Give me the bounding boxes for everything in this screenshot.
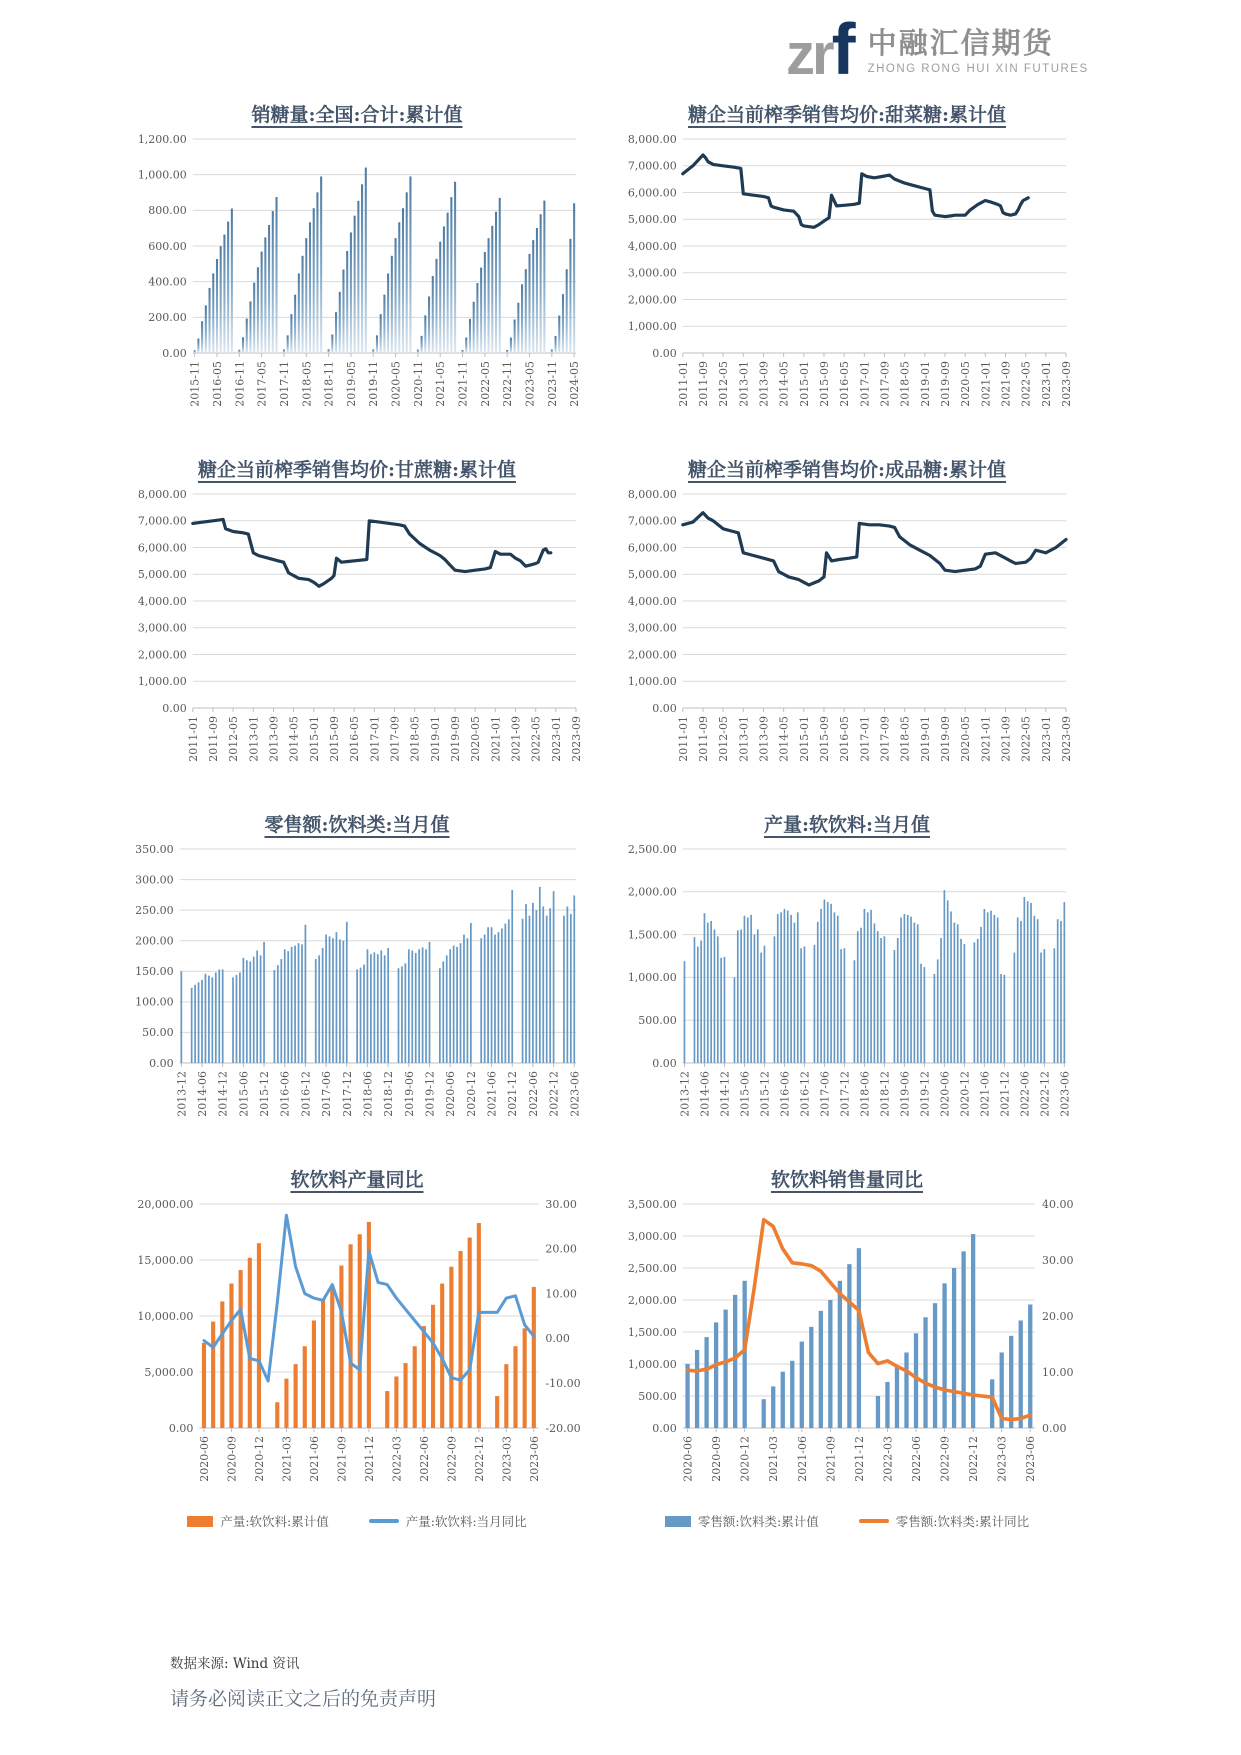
legend-bar-swatch (187, 1516, 213, 1527)
svg-text:2017-01: 2017-01 (858, 361, 872, 407)
svg-text:300.00: 300.00 (135, 873, 174, 887)
svg-text:2023-01: 2023-01 (1039, 716, 1053, 762)
svg-text:2013-01: 2013-01 (737, 716, 751, 762)
svg-text:2016-05: 2016-05 (348, 716, 362, 762)
svg-text:2,000.00: 2,000.00 (137, 648, 187, 662)
svg-text:2022-12: 2022-12 (1038, 1071, 1052, 1117)
legend-item (187, 1512, 328, 1530)
svg-text:800.00: 800.00 (148, 204, 187, 218)
chart-title: 软饮料销售量同比 (770, 1169, 923, 1191)
chart-title: 零售额:饮料类:当月值 (264, 814, 450, 836)
chart-title: 糖企当前榨季销售均价:成品糖:累计值 (687, 459, 1007, 481)
svg-text:2019-01: 2019-01 (918, 716, 932, 762)
svg-text:2021-06: 2021-06 (485, 1071, 499, 1117)
svg-text:5,000.00: 5,000.00 (627, 568, 677, 582)
svg-text:7,000.00: 7,000.00 (627, 159, 677, 173)
svg-text:2018-12: 2018-12 (382, 1071, 396, 1117)
svg-text:2019-09: 2019-09 (938, 716, 952, 762)
svg-text:2022-11: 2022-11 (501, 361, 515, 407)
svg-text:-20.00: -20.00 (545, 1421, 581, 1435)
svg-text:2022-05: 2022-05 (478, 361, 492, 407)
svg-text:2017-06: 2017-06 (320, 1071, 334, 1117)
svg-text:6,000.00: 6,000.00 (627, 186, 677, 200)
chart-refined-sugar-price (616, 455, 1078, 788)
svg-text:4,000.00: 4,000.00 (137, 594, 187, 608)
svg-text:2022-03: 2022-03 (390, 1436, 404, 1482)
svg-text:2019-09: 2019-09 (938, 361, 952, 407)
chart-legend (616, 1512, 1078, 1530)
svg-text:2020-06: 2020-06 (938, 1071, 952, 1117)
svg-text:3,000.00: 3,000.00 (627, 1229, 677, 1243)
svg-text:2020-12: 2020-12 (738, 1436, 752, 1482)
legend-label: 产量:软饮料:累计值 (220, 1514, 329, 1529)
svg-text:2021-12: 2021-12 (362, 1436, 376, 1482)
svg-text:2016-05: 2016-05 (838, 361, 852, 407)
svg-text:3,000.00: 3,000.00 (627, 621, 677, 635)
svg-text:2012-05: 2012-05 (227, 716, 241, 762)
svg-text:0.00: 0.00 (1042, 1421, 1067, 1435)
svg-text:0.00: 0.00 (652, 346, 677, 360)
svg-text:2023-11: 2023-11 (545, 361, 559, 407)
svg-text:2020-05: 2020-05 (469, 716, 483, 762)
svg-text:2022-09: 2022-09 (445, 1436, 459, 1482)
svg-text:2018-06: 2018-06 (361, 1071, 375, 1117)
svg-text:2020-05: 2020-05 (959, 716, 973, 762)
svg-text:2,000.00: 2,000.00 (627, 1293, 677, 1307)
svg-text:2018-06: 2018-06 (858, 1071, 872, 1117)
svg-text:7,000.00: 7,000.00 (137, 514, 187, 528)
svg-text:2020-12: 2020-12 (958, 1071, 972, 1117)
svg-text:2013-01: 2013-01 (247, 716, 261, 762)
svg-text:2020-05: 2020-05 (959, 361, 973, 407)
legend-label: 零售额:饮料类:累计同比 (895, 1514, 1030, 1529)
softdrink-sales-yoy-chart-canvas (616, 1194, 1078, 1504)
chart-softdrink-sales-yoy (616, 1165, 1078, 1530)
company-logo (786, 10, 1089, 90)
svg-text:2017-09: 2017-09 (878, 361, 892, 407)
svg-text:2017-12: 2017-12 (838, 1071, 852, 1117)
svg-text:2016-11: 2016-11 (233, 361, 247, 407)
svg-text:2020-12: 2020-12 (464, 1071, 478, 1117)
chart-beverage-retail-monthly (126, 810, 588, 1143)
svg-text:1,000.00: 1,000.00 (627, 971, 677, 985)
svg-text:2014-05: 2014-05 (777, 361, 791, 407)
svg-text:2021-09: 2021-09 (824, 1436, 838, 1482)
svg-text:2011-01: 2011-01 (186, 716, 200, 762)
svg-text:0.00: 0.00 (162, 701, 187, 715)
svg-text:2020-06: 2020-06 (681, 1436, 695, 1482)
svg-text:8,000.00: 8,000.00 (137, 487, 187, 501)
svg-text:20,000.00: 20,000.00 (137, 1197, 194, 1211)
svg-text:2017-01: 2017-01 (368, 716, 382, 762)
svg-text:2015-09: 2015-09 (817, 716, 831, 762)
svg-text:2021-09: 2021-09 (999, 361, 1013, 407)
svg-text:2022-12: 2022-12 (967, 1436, 981, 1482)
legend-item (859, 1512, 1029, 1530)
svg-text:2022-09: 2022-09 (938, 1436, 952, 1482)
svg-text:2021-05: 2021-05 (434, 361, 448, 407)
svg-text:2015-11: 2015-11 (188, 361, 202, 407)
svg-text:2020-09: 2020-09 (225, 1436, 239, 1482)
svg-text:2,500.00: 2,500.00 (627, 842, 677, 856)
svg-text:2019-12: 2019-12 (918, 1071, 932, 1117)
svg-text:0.00: 0.00 (168, 1421, 194, 1435)
svg-text:20.00: 20.00 (1042, 1309, 1074, 1323)
svg-text:5,000.00: 5,000.00 (144, 1365, 194, 1379)
chart-softdrink-output-monthly (616, 810, 1078, 1143)
svg-text:2022-03: 2022-03 (881, 1436, 895, 1482)
chart-title: 产量:软饮料:当月值 (763, 814, 931, 836)
legend-item (369, 1512, 527, 1530)
chart-sugar-sales-cumulative (126, 100, 588, 433)
svg-text:2016-05: 2016-05 (838, 716, 852, 762)
softdrink-output-chart-canvas (616, 839, 1078, 1139)
svg-text:0.00: 0.00 (652, 701, 677, 715)
svg-text:200.00: 200.00 (135, 934, 174, 948)
svg-text:15,000.00: 15,000.00 (137, 1253, 194, 1267)
svg-text:2016-12: 2016-12 (798, 1071, 812, 1117)
svg-text:2014-12: 2014-12 (216, 1071, 230, 1117)
svg-text:2019-01: 2019-01 (428, 716, 442, 762)
svg-text:2021-01: 2021-01 (979, 361, 993, 407)
svg-text:2017-05: 2017-05 (255, 361, 269, 407)
svg-text:2016-05: 2016-05 (210, 361, 224, 407)
svg-text:2014-05: 2014-05 (287, 716, 301, 762)
svg-text:2,500.00: 2,500.00 (627, 1261, 677, 1275)
svg-text:2020-06: 2020-06 (444, 1071, 458, 1117)
svg-text:2015-01: 2015-01 (797, 361, 811, 407)
svg-text:2019-05: 2019-05 (344, 361, 358, 407)
svg-text:2011-01: 2011-01 (676, 716, 690, 762)
svg-text:2023-09: 2023-09 (1060, 716, 1073, 762)
svg-text:2015-09: 2015-09 (817, 361, 831, 407)
svg-text:2020-09: 2020-09 (710, 1436, 724, 1482)
svg-text:2023-06: 2023-06 (1058, 1071, 1072, 1117)
svg-text:1,000.00: 1,000.00 (627, 675, 677, 689)
svg-text:350.00: 350.00 (135, 842, 174, 856)
svg-text:2019-06: 2019-06 (898, 1071, 912, 1117)
svg-text:2014-06: 2014-06 (698, 1071, 712, 1117)
svg-text:8,000.00: 8,000.00 (627, 132, 677, 146)
svg-text:2020-11: 2020-11 (411, 361, 425, 407)
svg-text:2011-09: 2011-09 (696, 361, 710, 407)
legend-item (665, 1512, 819, 1530)
legend-bar-swatch (665, 1516, 691, 1527)
svg-text:2021-06: 2021-06 (978, 1071, 992, 1117)
svg-text:2015-01: 2015-01 (307, 716, 321, 762)
svg-text:2014-05: 2014-05 (777, 716, 791, 762)
svg-text:7,000.00: 7,000.00 (627, 514, 677, 528)
svg-text:2018-11: 2018-11 (322, 361, 336, 407)
svg-text:2013-09: 2013-09 (267, 716, 281, 762)
svg-text:2018-05: 2018-05 (300, 361, 314, 407)
svg-text:2016-06: 2016-06 (778, 1071, 792, 1117)
svg-text:2023-06: 2023-06 (527, 1436, 541, 1482)
svg-text:30.00: 30.00 (1042, 1253, 1074, 1267)
svg-text:1,000.00: 1,000.00 (627, 320, 677, 334)
svg-text:2017-12: 2017-12 (340, 1071, 354, 1117)
sugar-sales-chart-canvas (126, 129, 588, 429)
svg-text:2022-05: 2022-05 (529, 716, 543, 762)
svg-text:2017-11: 2017-11 (277, 361, 291, 407)
cane-sugar-price-chart-canvas (126, 484, 588, 784)
svg-text:2015-09: 2015-09 (327, 716, 341, 762)
legend-label: 零售额:饮料类:累计值 (697, 1514, 819, 1529)
svg-text:6,000.00: 6,000.00 (137, 541, 187, 555)
svg-text:50.00: 50.00 (142, 1026, 174, 1040)
svg-text:2021-12: 2021-12 (852, 1436, 866, 1482)
svg-text:2011-01: 2011-01 (676, 361, 690, 407)
svg-text:2018-05: 2018-05 (898, 361, 912, 407)
svg-text:2022-12: 2022-12 (472, 1436, 486, 1482)
svg-text:2,000.00: 2,000.00 (627, 885, 677, 899)
svg-text:3,500.00: 3,500.00 (627, 1197, 677, 1211)
chart-cane-sugar-price (126, 455, 588, 788)
svg-text:2011-09: 2011-09 (206, 716, 220, 762)
svg-text:4,000.00: 4,000.00 (627, 594, 677, 608)
logo-zr-letters: zr (786, 22, 832, 87)
svg-text:2022-12: 2022-12 (547, 1071, 561, 1117)
svg-text:2017-01: 2017-01 (858, 716, 872, 762)
beet-sugar-price-chart-canvas (616, 129, 1078, 429)
svg-text:2022-06: 2022-06 (910, 1436, 924, 1482)
charts-grid (126, 100, 1078, 1530)
svg-text:2023-01: 2023-01 (549, 716, 563, 762)
svg-text:0.00: 0.00 (652, 1056, 677, 1070)
svg-text:2021-06: 2021-06 (307, 1436, 321, 1482)
svg-text:2013-09: 2013-09 (757, 361, 771, 407)
svg-text:2013-01: 2013-01 (737, 361, 751, 407)
beverage-retail-chart-canvas (126, 839, 588, 1139)
softdrink-output-yoy-chart-canvas (126, 1194, 588, 1504)
svg-text:2023-09: 2023-09 (570, 716, 583, 762)
svg-text:2021-09: 2021-09 (509, 716, 523, 762)
svg-text:2020-05: 2020-05 (389, 361, 403, 407)
chart-beet-sugar-price (616, 100, 1078, 433)
legend-line-swatch (859, 1519, 889, 1523)
svg-text:-10.00: -10.00 (545, 1377, 581, 1390)
svg-text:10,000.00: 10,000.00 (137, 1309, 194, 1323)
svg-text:2021-09: 2021-09 (999, 716, 1013, 762)
svg-text:150.00: 150.00 (135, 965, 174, 979)
chart-title: 软饮料产量同比 (290, 1169, 424, 1191)
svg-text:2017-09: 2017-09 (878, 716, 892, 762)
svg-text:2022-06: 2022-06 (417, 1436, 431, 1482)
svg-text:2019-11: 2019-11 (367, 361, 381, 407)
svg-text:2022-05: 2022-05 (1019, 716, 1033, 762)
svg-text:2014-06: 2014-06 (196, 1071, 210, 1117)
svg-text:0.00: 0.00 (149, 1056, 174, 1070)
svg-text:2015-12: 2015-12 (758, 1071, 772, 1117)
svg-text:0.00: 0.00 (545, 1332, 570, 1346)
svg-text:0.00: 0.00 (652, 1421, 677, 1435)
svg-text:2022-06: 2022-06 (1018, 1071, 1032, 1117)
svg-text:2021-09: 2021-09 (335, 1436, 349, 1482)
svg-text:5,000.00: 5,000.00 (627, 213, 677, 227)
svg-text:1,000.00: 1,000.00 (627, 1357, 677, 1371)
svg-text:2021-06: 2021-06 (795, 1436, 809, 1482)
disclaimer-note: 请务必阅读正文之后的免责声明 (170, 1688, 437, 1710)
zrf-logo-mark (786, 10, 856, 90)
svg-text:10.00: 10.00 (545, 1287, 577, 1301)
svg-text:2022-05: 2022-05 (1019, 361, 1033, 407)
svg-text:400.00: 400.00 (148, 275, 187, 289)
svg-text:2020-06: 2020-06 (197, 1436, 211, 1482)
svg-text:2023-03: 2023-03 (500, 1436, 514, 1482)
svg-text:8,000.00: 8,000.00 (627, 487, 677, 501)
svg-text:2021-01: 2021-01 (979, 716, 993, 762)
svg-text:2018-05: 2018-05 (898, 716, 912, 762)
svg-text:2015-12: 2015-12 (258, 1071, 272, 1117)
svg-text:2019-12: 2019-12 (423, 1071, 437, 1117)
svg-text:2019-01: 2019-01 (918, 361, 932, 407)
svg-text:5,000.00: 5,000.00 (137, 568, 187, 582)
svg-text:2019-09: 2019-09 (448, 716, 462, 762)
svg-text:2017-09: 2017-09 (388, 716, 402, 762)
svg-text:1,000.00: 1,000.00 (137, 168, 187, 182)
svg-text:600.00: 600.00 (148, 239, 187, 253)
company-name-cn: 中融汇信期货 (867, 26, 1054, 60)
svg-text:2022-06: 2022-06 (526, 1071, 540, 1117)
svg-text:2021-03: 2021-03 (767, 1436, 781, 1482)
svg-text:2021-11: 2021-11 (456, 361, 470, 407)
logo-f-letter: f (831, 10, 856, 90)
svg-text:10.00: 10.00 (1042, 1365, 1074, 1379)
svg-text:200.00: 200.00 (148, 311, 187, 325)
svg-text:4,000.00: 4,000.00 (627, 239, 677, 253)
svg-text:2,000.00: 2,000.00 (627, 293, 677, 307)
svg-text:2023-03: 2023-03 (995, 1436, 1009, 1482)
svg-text:2021-01: 2021-01 (489, 716, 503, 762)
chart-title: 糖企当前榨季销售均价:甘蔗糖:累计值 (197, 459, 517, 481)
legend-label: 产量:软饮料:当月同比 (405, 1514, 527, 1529)
svg-text:2021-12: 2021-12 (506, 1071, 520, 1117)
svg-text:2013-09: 2013-09 (757, 716, 771, 762)
refined-sugar-price-chart-canvas (616, 484, 1078, 784)
company-name-block (868, 18, 1089, 75)
svg-text:2021-03: 2021-03 (280, 1436, 294, 1482)
svg-text:2015-01: 2015-01 (797, 716, 811, 762)
svg-text:2023-06: 2023-06 (568, 1071, 582, 1117)
svg-text:2020-12: 2020-12 (252, 1436, 266, 1482)
svg-text:2023-05: 2023-05 (523, 361, 537, 407)
svg-text:2013-12: 2013-12 (678, 1071, 692, 1117)
svg-text:30.00: 30.00 (545, 1197, 577, 1211)
svg-text:500.00: 500.00 (638, 1389, 677, 1403)
svg-text:2023-01: 2023-01 (1039, 361, 1053, 407)
svg-text:2024-05: 2024-05 (568, 361, 582, 407)
chart-softdrink-output-yoy (126, 1165, 588, 1530)
svg-text:2017-06: 2017-06 (818, 1071, 832, 1117)
svg-text:1,000.00: 1,000.00 (137, 675, 187, 689)
svg-text:1,500.00: 1,500.00 (627, 928, 677, 942)
data-source-note: 数据来源: Wind 资讯 (170, 1656, 300, 1672)
legend-line-swatch (369, 1519, 399, 1523)
svg-text:2,000.00: 2,000.00 (627, 648, 677, 662)
svg-text:3,000.00: 3,000.00 (627, 266, 677, 280)
chart-legend (126, 1512, 588, 1530)
svg-text:2018-12: 2018-12 (878, 1071, 892, 1117)
svg-text:100.00: 100.00 (135, 995, 174, 1009)
svg-text:2015-06: 2015-06 (738, 1071, 752, 1117)
svg-text:2023-09: 2023-09 (1060, 361, 1073, 407)
svg-text:6,000.00: 6,000.00 (627, 541, 677, 555)
svg-text:2011-09: 2011-09 (696, 716, 710, 762)
svg-text:20.00: 20.00 (545, 1242, 577, 1256)
svg-text:2023-06: 2023-06 (1024, 1436, 1038, 1482)
chart-title: 糖企当前榨季销售均价:甜菜糖:累计值 (687, 104, 1007, 126)
company-name-en: ZHONG RONG HUI XIN FUTURES (867, 62, 1089, 75)
svg-text:40.00: 40.00 (1042, 1197, 1074, 1211)
svg-text:2016-12: 2016-12 (299, 1071, 313, 1117)
svg-text:2012-05: 2012-05 (717, 716, 731, 762)
svg-text:2012-05: 2012-05 (717, 361, 731, 407)
svg-text:1,200.00: 1,200.00 (137, 132, 187, 146)
svg-text:3,000.00: 3,000.00 (137, 621, 187, 635)
chart-title: 销糖量:全国:合计:累计值 (251, 104, 463, 126)
svg-text:2021-12: 2021-12 (998, 1071, 1012, 1117)
svg-text:2018-05: 2018-05 (408, 716, 422, 762)
svg-text:2019-06: 2019-06 (402, 1071, 416, 1117)
svg-text:2014-12: 2014-12 (718, 1071, 732, 1117)
svg-text:2016-06: 2016-06 (278, 1071, 292, 1117)
svg-text:1,500.00: 1,500.00 (627, 1325, 677, 1339)
svg-text:500.00: 500.00 (638, 1014, 677, 1027)
svg-text:2013-12: 2013-12 (175, 1071, 189, 1117)
page-footer (170, 1652, 436, 1711)
svg-text:2015-06: 2015-06 (237, 1071, 251, 1117)
svg-text:0.00: 0.00 (162, 346, 187, 360)
svg-text:250.00: 250.00 (135, 903, 174, 917)
